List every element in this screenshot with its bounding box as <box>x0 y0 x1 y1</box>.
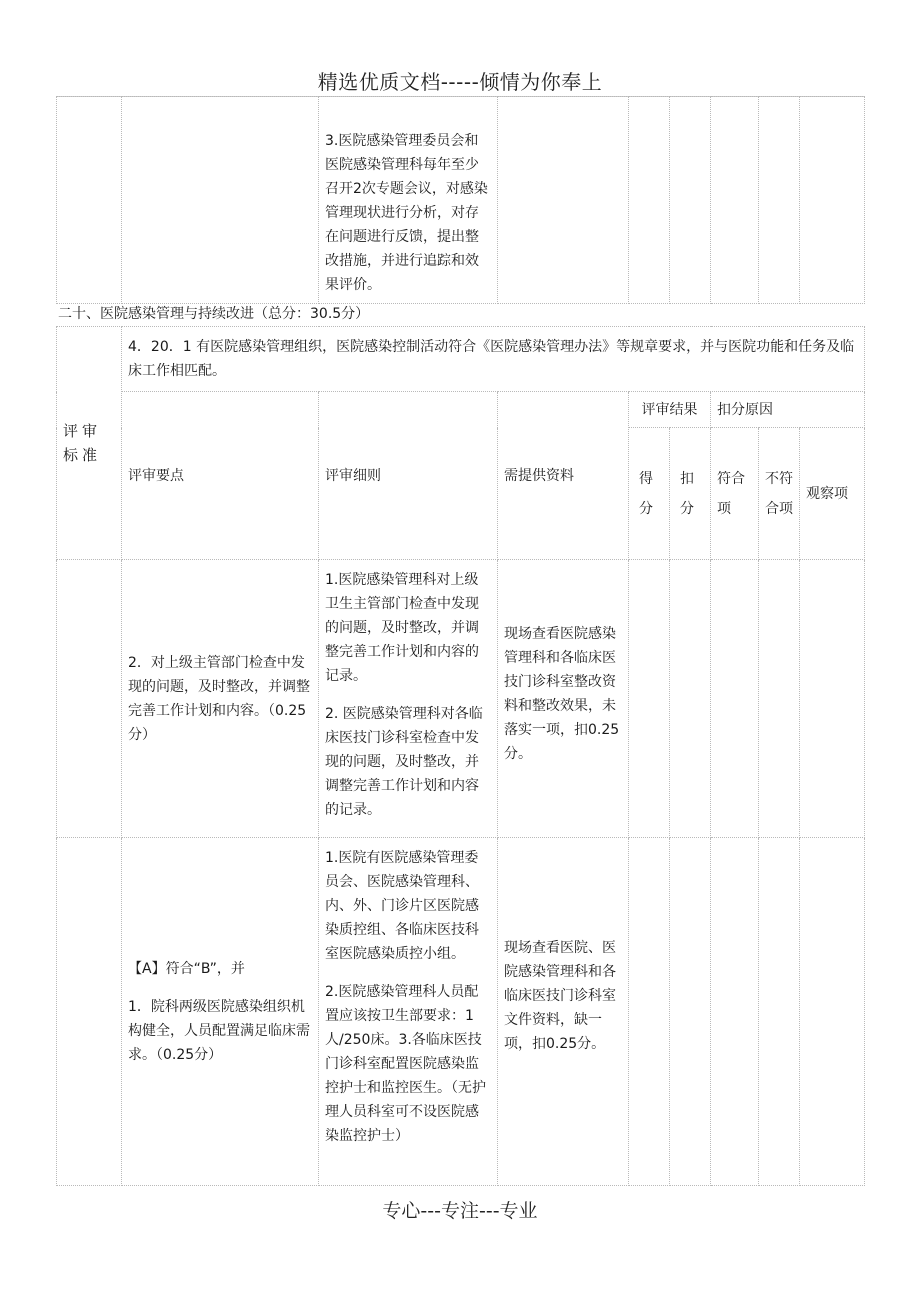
point-cell <box>122 838 319 1186</box>
detail-cell <box>319 560 498 838</box>
column-header-observe: 观察项 <box>800 428 865 560</box>
observe-cell <box>800 560 865 838</box>
materials-cell <box>498 838 629 1186</box>
blank-cell <box>711 97 759 304</box>
column-header-conform: 符合项 <box>711 428 759 560</box>
blank-cell <box>629 97 670 304</box>
standard-text: 4．20．1 有医院感染管理组织，医院感染控制活动符合《医院感染管理办法》等规章要求，并与医院功能和任务及临床工作相匹配。 <box>122 327 865 392</box>
column-header-materials: 需提供资料 <box>498 392 629 560</box>
blank-cell <box>57 838 122 1186</box>
column-header-points: 评审要点 <box>122 392 319 560</box>
blank-cell <box>670 97 711 304</box>
blank-cell <box>122 97 319 304</box>
score-cell <box>629 838 670 1186</box>
column-header-deduct: 扣分 <box>670 428 711 560</box>
score-cell <box>629 560 670 838</box>
point-cell <box>122 560 319 838</box>
materials-cell <box>498 560 629 838</box>
section-title: 二十、医院感染管理与持续改进（总分：30.5分） <box>58 306 370 322</box>
table-row <box>57 838 865 1186</box>
conform-cell <box>711 560 759 838</box>
point-text: 2．对上级主管部门检查中发现的问题，及时整改，并调整完善工作计划和内容。（0.25分） <box>128 654 310 743</box>
detail-text: 1.医院感染管理科对上级卫生主管部门检查中发现的问题，及时整改，并调整完善工作计划和内容的记录。 <box>325 572 479 684</box>
detail-text: 2. 医院感染管理科对各临床医技门诊科室检查中发现的问题，及时整改，并调整完善工作计划和内容的记录。 <box>325 706 483 818</box>
standard-label: 评审标准 <box>57 327 122 560</box>
column-header-result: 评审结果 <box>629 392 711 428</box>
detail-cell <box>319 838 498 1186</box>
page-header: 精选优质文档-----倾情为你奉上 <box>317 70 603 94</box>
materials-text: 现场查看医院感染管理科和各临床医技门诊科室整改资料和整改效果，未落实一项，扣0.25分。 <box>504 626 620 762</box>
continued-table <box>56 96 865 304</box>
detail-text: 3.医院感染管理委员会和医院感染管理科每年至少召开2次专题会议，对感染管理现状进行分析，对存在问题进行反馈，提出整改措施，并进行追踪和效果评价。 <box>325 133 488 293</box>
table-row <box>57 560 865 838</box>
materials-text: 现场查看医院、医院感染管理科和各临床医技门诊科室文件资料，缺一项，扣0.25分。 <box>504 940 616 1052</box>
column-header-nonconform: 不符合项 <box>759 428 800 560</box>
conform-cell <box>711 838 759 1186</box>
blank-cell <box>800 97 865 304</box>
point-text: 1．院科两级医院感染组织机构健全，人员配置满足临床需求。（0.25分） <box>128 998 310 1063</box>
detail-text: 1.医院有医院感染管理委员会、医院感染管理科、内、外、门诊片区医院感染质控组、各临床医技科室医院感染质控小组。 <box>325 850 479 962</box>
observe-cell <box>800 838 865 1186</box>
detail-text: 2.医院感染管理科人员配置应该按卫生部要求：1人/250床。3.各临床医技门诊科室配置医院感染监控护士和监控医生。（无护理人员科室可不设医院感染监控护士） <box>325 984 486 1144</box>
point-grade: 【A】符合“B”，并 <box>128 960 245 977</box>
blank-cell <box>759 97 800 304</box>
blank-cell <box>57 560 122 838</box>
blank-cell <box>57 97 122 304</box>
evaluation-table <box>56 326 865 1186</box>
column-header-details: 评审细则 <box>319 392 498 560</box>
page-footer: 专心---专注---专业 <box>382 1200 538 1222</box>
column-header-reason: 扣分原因 <box>711 392 865 428</box>
detail-cell <box>319 97 498 304</box>
nonconform-cell <box>759 560 800 838</box>
column-header-score: 得分 <box>629 428 670 560</box>
nonconform-cell <box>759 838 800 1186</box>
deduct-cell <box>670 838 711 1186</box>
blank-cell <box>498 97 629 304</box>
deduct-cell <box>670 560 711 838</box>
